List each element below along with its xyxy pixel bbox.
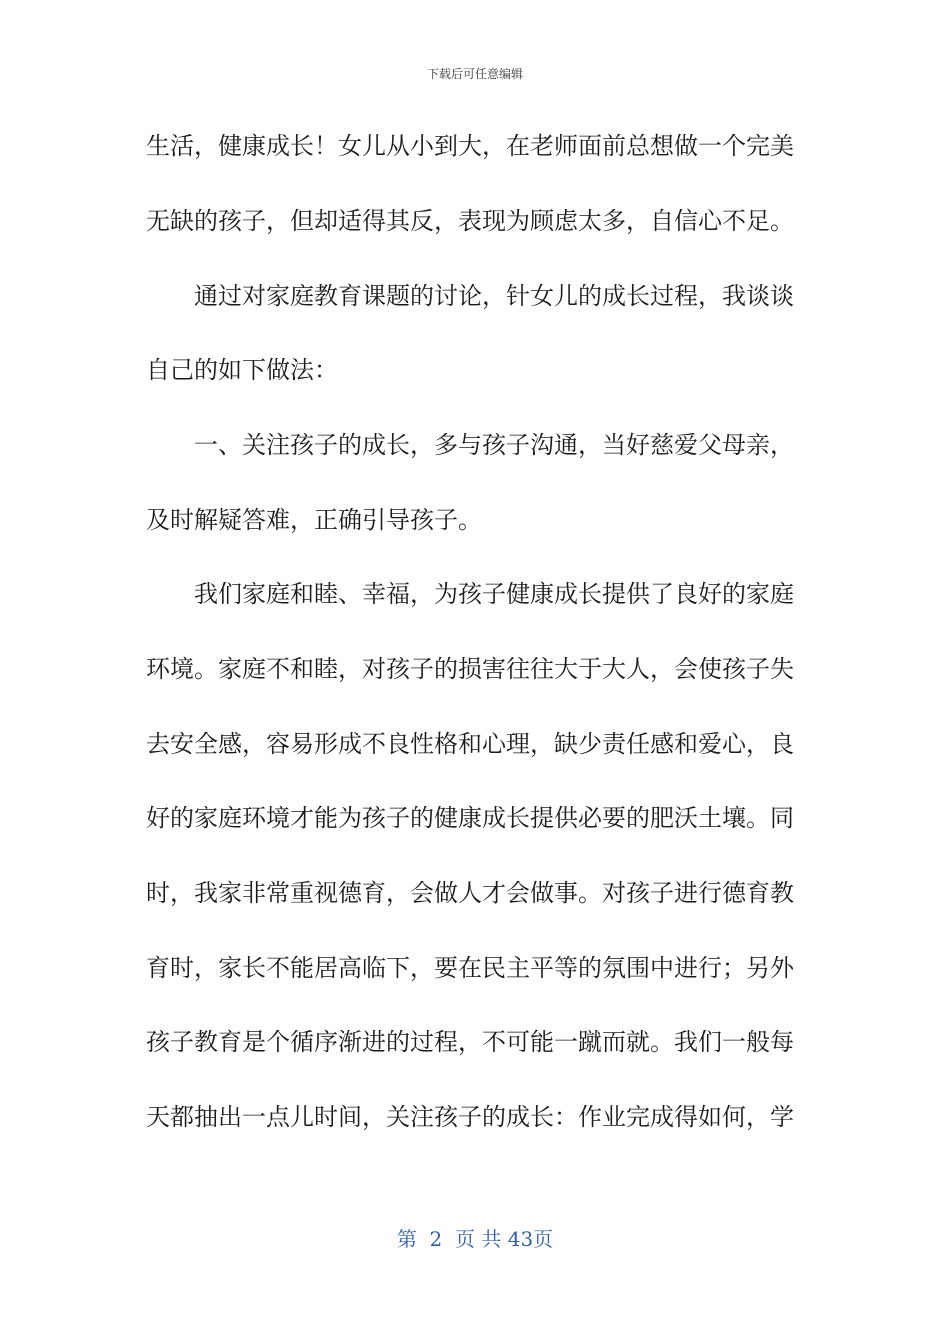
current-page-number: 2 [429,1227,443,1251]
text-line: 孩子教育是个循序渐进的过程，不可能一蹴而就。我们一般每 [146,1028,794,1056]
text-line: 一、关注孩子的成长，多与孩子沟通，当好慈爱父母亲， [194,431,794,459]
page-header: 下载后可任意编辑 [426,67,523,81]
text-line: 天都抽出一点儿时间，关注孩子的成长：作业完成得如何，学 [146,1103,794,1131]
footer-prefix: 第 [396,1227,417,1251]
text-line: 无缺的孩子，但却适得其反，表现为顾虑太多，自信心不足。 [146,207,794,235]
text-line: 好的家庭环境才能为孩子的健康成长提供必要的肥沃土壤。同 [146,804,794,832]
text-line: 我们家庭和睦、幸福，为孩子健康成长提供了良好的家庭 [194,580,794,608]
footer-suffix: 页 [533,1227,554,1251]
text-line: 育时，家长不能居高临下，要在民主平等的氛围中进行；另外 [146,954,794,982]
text-line: 自己的如下做法： [146,356,338,384]
footer-middle: 页 共 [455,1227,502,1251]
page-footer [0,1226,950,1252]
text-line: 时，我家非常重视德育，会做人才会做事。对孩子进行德育教 [146,879,794,907]
text-line: 去安全感，容易形成不良性格和心理，缺少责任感和爱心，良 [146,730,794,758]
text-line: 环境。家庭不和睦，对孩子的损害往往大于大人，会使孩子失 [146,655,794,683]
total-page-count: 43 [507,1227,534,1251]
text-line: 通过对家庭教育课题的讨论，针女儿的成长过程，我谈谈 [194,282,794,310]
text-line: 及时解疑答难，正确引导孩子。 [146,506,482,534]
text-line: 生活，健康成长！女儿从小到大，在老师面前总想做一个完美 [146,132,794,160]
